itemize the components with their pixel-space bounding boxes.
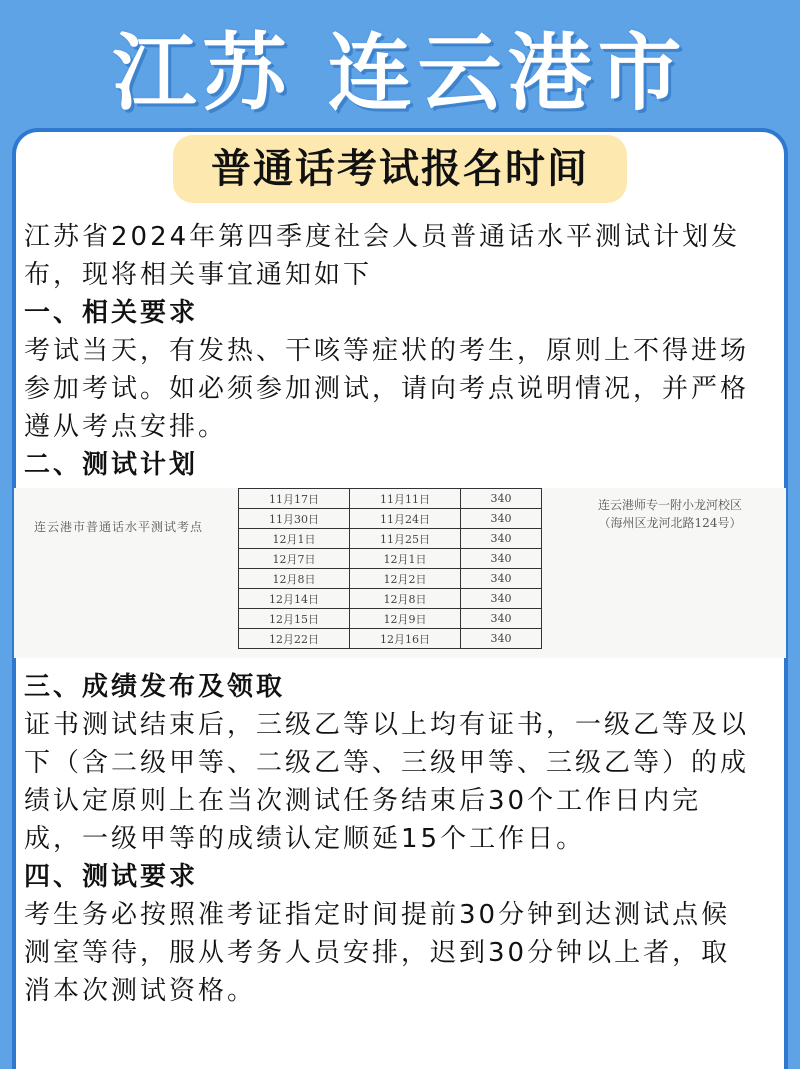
schedule-site-name: 连云港师专一附小龙河校区 — [597, 498, 742, 512]
intro-line: 江苏省2024年第四季度社会人员普通话水平测试计划发 — [24, 222, 741, 252]
table-row — [239, 589, 542, 609]
body-line: 绩认定原则上在当次测试任务结束后30个工作日内完 — [24, 786, 702, 816]
schedule-venue: 连云港市普通话水平测试考点 — [34, 520, 204, 534]
table-cell: 340 — [461, 589, 542, 609]
table-cell: 340 — [461, 549, 542, 569]
page-title: 江苏 连云港市 — [112, 24, 688, 122]
body-line: 证书测试结束后，三级乙等以上均有证书，一级乙等及以 — [24, 710, 750, 740]
table-cell: 340 — [461, 529, 542, 549]
table-cell: 340 — [461, 629, 542, 649]
body-line: 测室等待，服从考务人员安排，迟到30分钟以上者，取 — [24, 938, 731, 968]
body-line: 成，一级甲等的成绩认定顺延15个工作日。 — [24, 824, 586, 854]
table-cell: 12月8日 — [239, 569, 350, 589]
table-row — [239, 489, 542, 509]
table-cell: 340 — [461, 569, 542, 589]
schedule-image — [14, 488, 786, 658]
section-heading: 三、成绩发布及领取 — [24, 672, 286, 702]
table-cell: 11月25日 — [350, 529, 461, 549]
schedule-site — [570, 496, 770, 532]
body-line: 遵从考点安排。 — [24, 412, 228, 442]
table-row — [239, 549, 542, 569]
schedule-site-address: （海州区龙河北路124号） — [598, 516, 742, 530]
intro-text — [24, 218, 784, 484]
table-cell: 12月7日 — [239, 549, 350, 569]
table-row — [239, 629, 542, 649]
schedule-table — [238, 488, 542, 649]
table-cell: 340 — [461, 489, 542, 509]
table-cell: 11月24日 — [350, 509, 461, 529]
table-cell: 340 — [461, 509, 542, 529]
section-heading: 二、测试计划 — [24, 450, 199, 480]
table-cell: 12月1日 — [350, 549, 461, 569]
body-line: 消本次测试资格。 — [24, 976, 257, 1006]
table-cell: 12月14日 — [239, 589, 350, 609]
intro-line: 布，现将相关事宜通知如下 — [24, 260, 373, 290]
section-heading: 四、测试要求 — [24, 862, 199, 892]
section-heading: 一、相关要求 — [24, 298, 199, 328]
table-cell: 11月17日 — [239, 489, 350, 509]
table-cell: 11月11日 — [350, 489, 461, 509]
subtitle-banner: 普通话考试报名时间 — [173, 135, 627, 203]
table-cell: 12月9日 — [350, 609, 461, 629]
table-cell: 12月15日 — [239, 609, 350, 629]
table-cell: 12月8日 — [350, 589, 461, 609]
body-line: 考试当天，有发热、干咳等症状的考生，原则上不得进场 — [24, 336, 750, 366]
table-cell: 340 — [461, 609, 542, 629]
table-row — [239, 569, 542, 589]
table-cell: 12月2日 — [350, 569, 461, 589]
table-cell: 12月22日 — [239, 629, 350, 649]
table-row — [239, 609, 542, 629]
table-row — [239, 509, 542, 529]
table-cell: 12月16日 — [350, 629, 461, 649]
body-line: 考生务必按照准考证指定时间提前30分钟到达测试点候 — [24, 900, 731, 930]
table-cell: 12月1日 — [239, 529, 350, 549]
body-line: 下（含二级甲等、二级乙等、三级甲等、三级乙等）的成 — [24, 748, 750, 778]
body-line: 参加考试。如必须参加测试，请向考点说明情况，并严格 — [24, 374, 750, 404]
results-text — [24, 668, 784, 1010]
table-cell: 11月30日 — [239, 509, 350, 529]
table-row — [239, 529, 542, 549]
